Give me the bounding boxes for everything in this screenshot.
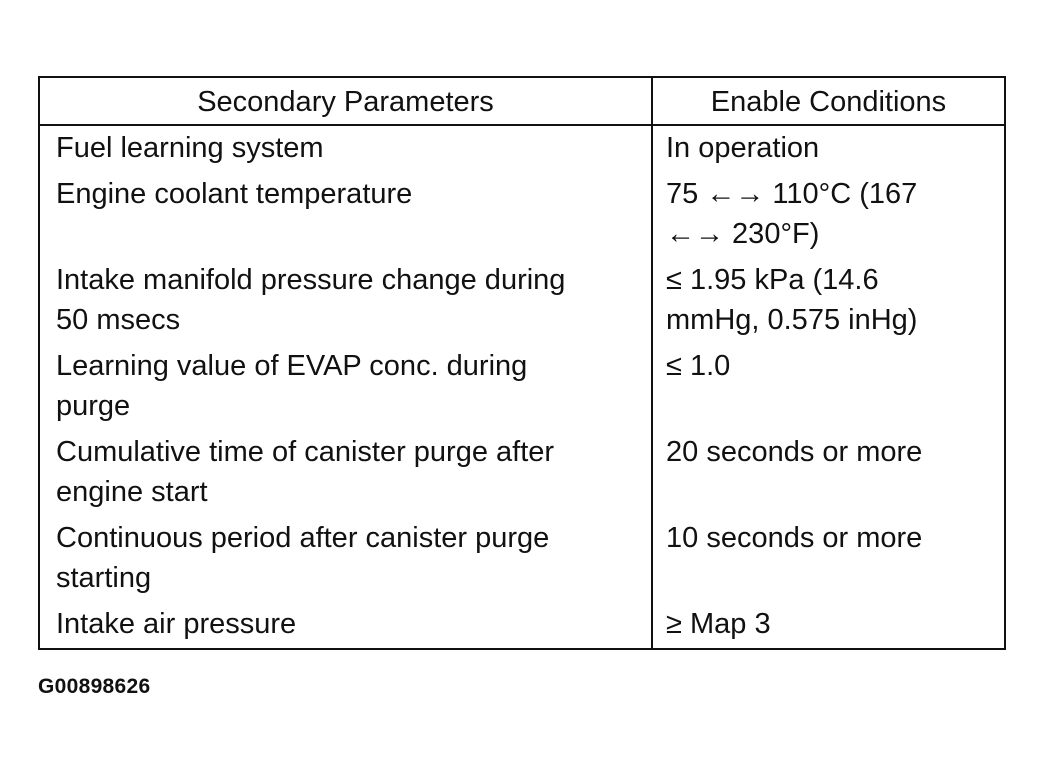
figure-id: G00898626	[38, 675, 151, 698]
table-row-condition	[666, 260, 1001, 340]
table-row-condition	[666, 174, 1001, 254]
table-row-condition	[666, 128, 1001, 168]
cell-line: Intake air pressure	[56, 608, 297, 640]
table-row-condition	[666, 346, 1001, 386]
cell-line: Cumulative time of canister purge after	[56, 436, 555, 468]
cell-line: 20 seconds or more	[666, 436, 923, 468]
cell-line: Intake manifold pressure change during	[56, 264, 566, 296]
cell-line: In operation	[666, 132, 820, 164]
table-row-parameter	[56, 518, 641, 598]
cell-line: ≤ 1.0	[666, 350, 731, 382]
table-row-parameter	[56, 346, 641, 426]
cell-line: purge	[56, 390, 131, 422]
table-row-parameter	[56, 128, 641, 168]
cell-line: 50 msecs	[56, 304, 181, 336]
cell-line: ≥ Map 3	[666, 608, 771, 640]
table-row-parameter	[56, 174, 641, 214]
cell-line: mmHg, 0.575 inHg)	[666, 304, 918, 336]
cell-line: Continuous period after canister purge	[56, 522, 550, 554]
table-row-parameter	[56, 260, 641, 340]
cell-line: 75 ←→ 110°C (167	[666, 178, 918, 210]
cell-line: ≤ 1.95 kPa (14.6	[666, 264, 879, 296]
table-row-condition	[666, 604, 1001, 644]
table-row-parameter	[56, 604, 641, 644]
cell-line: Fuel learning system	[56, 132, 324, 164]
cell-line: engine start	[56, 476, 208, 508]
cell-line: ←→ 230°F)	[666, 218, 820, 250]
table-row-condition	[666, 432, 1001, 472]
table-row-parameter	[56, 432, 641, 512]
cell-line: 10 seconds or more	[666, 522, 923, 554]
cell-line: Engine coolant temperature	[56, 178, 413, 210]
column-divider	[651, 78, 653, 648]
cell-line: Learning value of EVAP conc. during	[56, 350, 528, 382]
enable-conditions-table	[38, 76, 1006, 650]
header-secondary-parameters: Secondary Parameters	[197, 86, 494, 118]
table-row-condition	[666, 518, 1001, 558]
header-enable-conditions: Enable Conditions	[710, 86, 947, 118]
cell-line: starting	[56, 562, 152, 594]
header-rule	[40, 124, 1004, 126]
